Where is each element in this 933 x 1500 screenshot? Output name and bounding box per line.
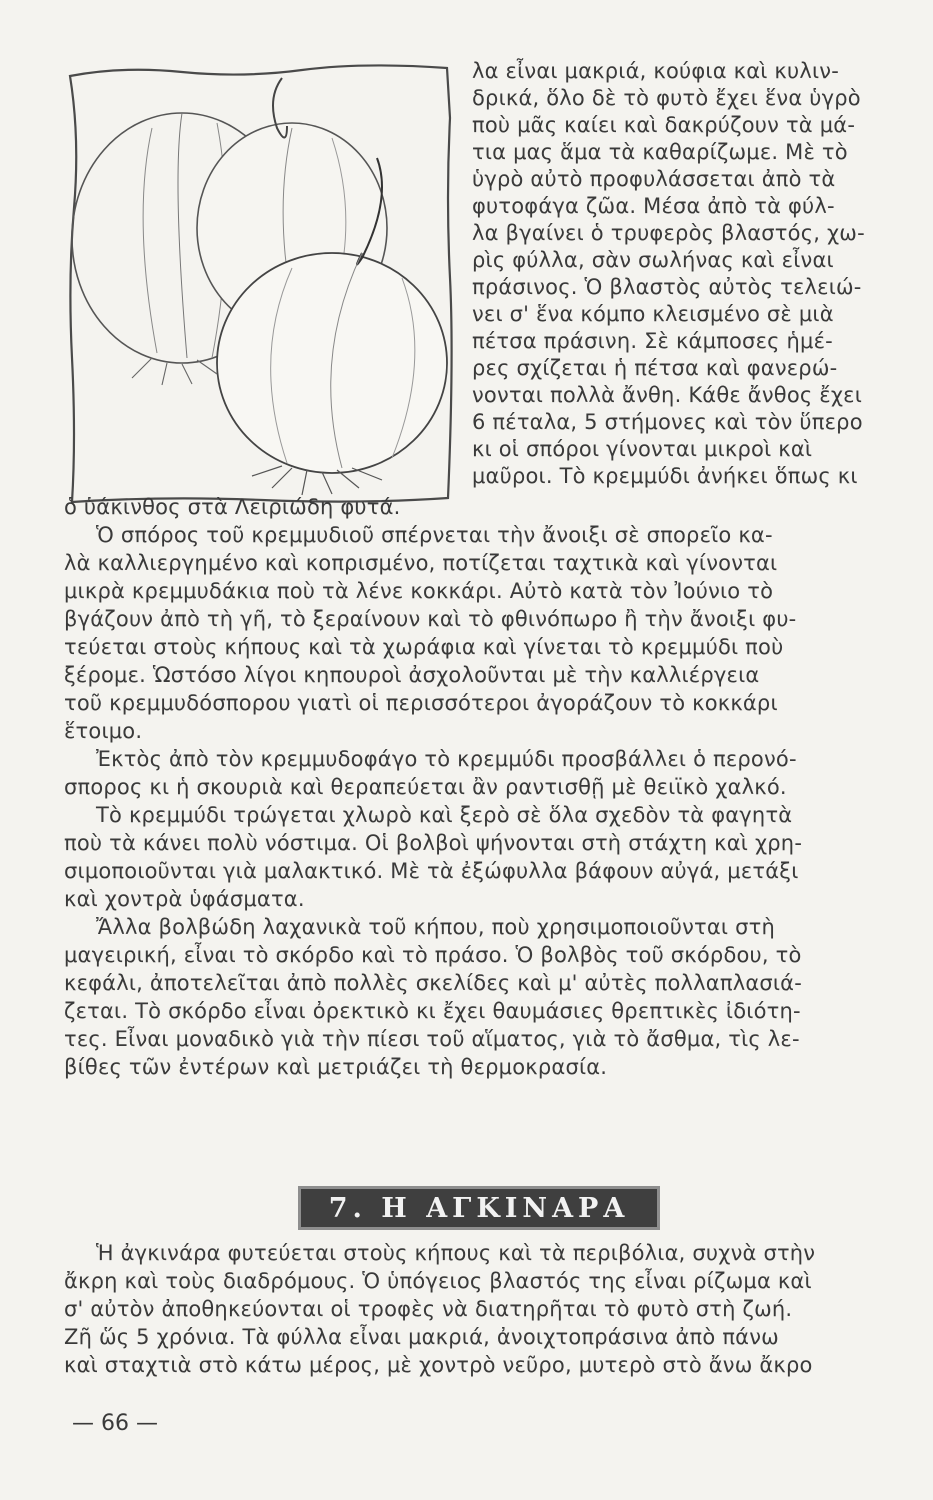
text-line: καὶ χοντρὰ ὑφάσματα.: [64, 887, 305, 911]
text-line: σ' αὐτὸν ἀποθηκεύονται οἱ τροφὲς νὰ διατηρῆται τὸ φυτὸ στὴ ζωή.: [64, 1297, 793, 1321]
text-line: σιμοποιοῦνται γιὰ μαλακτικό. Μὲ τὰ ἐξώφυλλα βάφουν αὐγά, μετάξι: [64, 859, 799, 883]
text-line: νονται πολλὰ ἄνθη. Κάθε ἄνθος ἔχει: [472, 383, 863, 407]
text-line: τες. Εἶναι μοναδικὸ γιὰ τὴν πίεσι τοῦ αἵματος, γιὰ τὸ ἄσθμα, τὶς λε-: [64, 1027, 800, 1051]
text-line: Ἐκτὸς ἀπὸ τὸν κρεμμυδοφάγο τὸ κρεμμύδι προσβάλλει ὁ περονό-: [96, 747, 797, 771]
text-line: μαῦροι. Τὸ κρεμμύδι ἀνήκει ὅπως κι: [472, 464, 858, 488]
text-line: ἕτοιμο.: [64, 719, 143, 743]
text-line: βγάζουν ἀπὸ τὴ γῆ, τὸ ξεραίνουν καὶ τὸ φθινόπωρο ἢ τὴν ἄνοιξι φυ-: [64, 607, 797, 631]
text-line: ἄκρη καὶ τοὺς διαδρόμους. Ὁ ὑπόγειος βλαστός της εἶναι ρίζωμα καὶ: [64, 1269, 812, 1293]
text-line: ρὶς φύλλα, σὰν σωλήνας καὶ εἶναι: [472, 248, 834, 272]
text-line: κι οἱ σπόροι γίνονται μικροὶ καὶ: [472, 437, 813, 461]
text-line: μικρὰ κρεμμυδάκια ποὺ τὰ λένε κοκκάρι. Αὐτὸ κατὰ τὸν Ἰούνιο τὸ: [64, 579, 774, 603]
text-line: σπορος κι ἡ σκουριὰ καὶ θεραπεύεται ἂν ραντισθῇ μὲ θειϊκὸ χαλκό.: [64, 775, 787, 799]
text-line: βίθες τῶν ἐντέρων καὶ μετριάζει τὴ θερμοκρασία.: [64, 1055, 608, 1079]
text-line: λὰ καλλιεργημένο καὶ κοπρισμένο, ποτίζεται ταχτικὰ καὶ γίνονται: [64, 551, 778, 575]
text-line: πέτσα πράσινη. Σὲ κάμποσες ἡμέ-: [472, 329, 833, 353]
text-line: δρικά, ὅλο δὲ τὸ φυτὸ ἔχει ἕνα ὑγρὸ: [472, 86, 861, 110]
text-line: τοῦ κρεμμυδόσπορου γιατὶ οἱ περισσότεροι ἀγοράζουν τὸ κοκκάρι: [64, 691, 778, 715]
text-line: ρες σχίζεται ἡ πέτσα καὶ φανερώ-: [472, 356, 838, 380]
text-line: καὶ σταχτιὰ στὸ κάτω μέρος, μὲ χοντρὸ νεῦρο, μυτερὸ στὸ ἄνω ἄκρο: [64, 1353, 813, 1377]
text-line: ποὺ τὰ κάνει πολὺ νόστιμα. Οἱ βολβοὶ ψήνονται στὴ στάχτη καὶ χρη-: [64, 831, 803, 855]
text-line: ὁ ὑάκινθος στὰ Λειριώδη φυτά.: [64, 495, 401, 519]
text-line: Ζῆ ὥς 5 χρόνια. Τὰ φύλλα εἶναι μακριά, ἀνοιχτοπράσινα ἀπὸ πάνω: [64, 1325, 779, 1349]
text-line: ὑγρὸ αὐτὸ προφυλάσσεται ἀπὸ τὰ: [472, 167, 836, 191]
text-line: Ἄλλα βολβώδη λαχανικὰ τοῦ κήπου, ποὺ χρησιμοποιοῦνται στὴ: [96, 915, 775, 939]
text-line: νει σ' ἕνα κόμπο κλεισμένο σὲ μιὰ: [472, 302, 834, 326]
text-line: ποὺ μᾶς καίει καὶ δακρύζουν τὰ μά-: [472, 113, 856, 137]
text-line: λα βγαίνει ὁ τρυφερὸς βλαστός, χω-: [472, 221, 865, 245]
text-line: μαγειρική, εἶναι τὸ σκόρδο καὶ τὸ πράσο. Ὁ βολβὸς τοῦ σκόρδου, τὸ: [64, 943, 802, 967]
text-line: φυτοφάγα ζῶα. Μέσα ἀπὸ τὰ φύλ-: [472, 194, 835, 218]
text-line: τεύεται στοὺς κήπους καὶ τὰ χωράφια καὶ γίνεται τὸ κρεμμύδι ποὺ: [64, 635, 784, 659]
text-line: κεφάλι, ἀποτελεῖται ἀπὸ πολλὲς σκελίδες καὶ μ' αὐτὲς πολλαπλασιά-: [64, 971, 803, 995]
text-line: τια μας ἅμα τὰ καθαρίζωμε. Μὲ τὸ: [472, 140, 848, 164]
text-line: λα εἶναι μακριά, κούφια καὶ κυλιν-: [472, 59, 839, 83]
text-line: Ὁ σπόρος τοῦ κρεμμυδιοῦ σπέρνεται τὴν ἄνοιξι σὲ σπορεῖο κα-: [96, 523, 773, 547]
text-line: ζεται. Τὸ σκόρδο εἶναι ὀρεκτικὸ κι ἔχει θαυμάσιες θρεπτικὲς ἰδιότη-: [64, 999, 801, 1023]
text-line: Τὸ κρεμμύδι τρώγεται χλωρὸ καὶ ξερὸ σὲ ὅλα σχεδὸν τὰ φαγητὰ: [96, 803, 793, 827]
text-line: πράσινος. Ὁ βλαστὸς αὐτὸς τελειώ-: [472, 275, 862, 299]
section-heading: [298, 1186, 660, 1230]
section-heading-text: 7. Η ΑΓΚΙΝΑΡΑ: [328, 1192, 630, 1224]
text-line: ξέρομε. Ὡστόσο λίγοι κηπουροὶ ἀσχολοῦνται μὲ τὴν καλλιέργεια: [64, 663, 760, 687]
page-number: — 66 —: [72, 1411, 158, 1436]
text-line: 6 πέταλα, 5 στήμονες καὶ τὸν ὕπερο: [472, 410, 863, 434]
onion-bulbs-illustration: [62, 58, 454, 510]
text-line: Ἡ ἀγκινάρα φυτεύεται στοὺς κήπους καὶ τὰ περιβόλια, συχνὰ στὴν: [96, 1241, 816, 1265]
